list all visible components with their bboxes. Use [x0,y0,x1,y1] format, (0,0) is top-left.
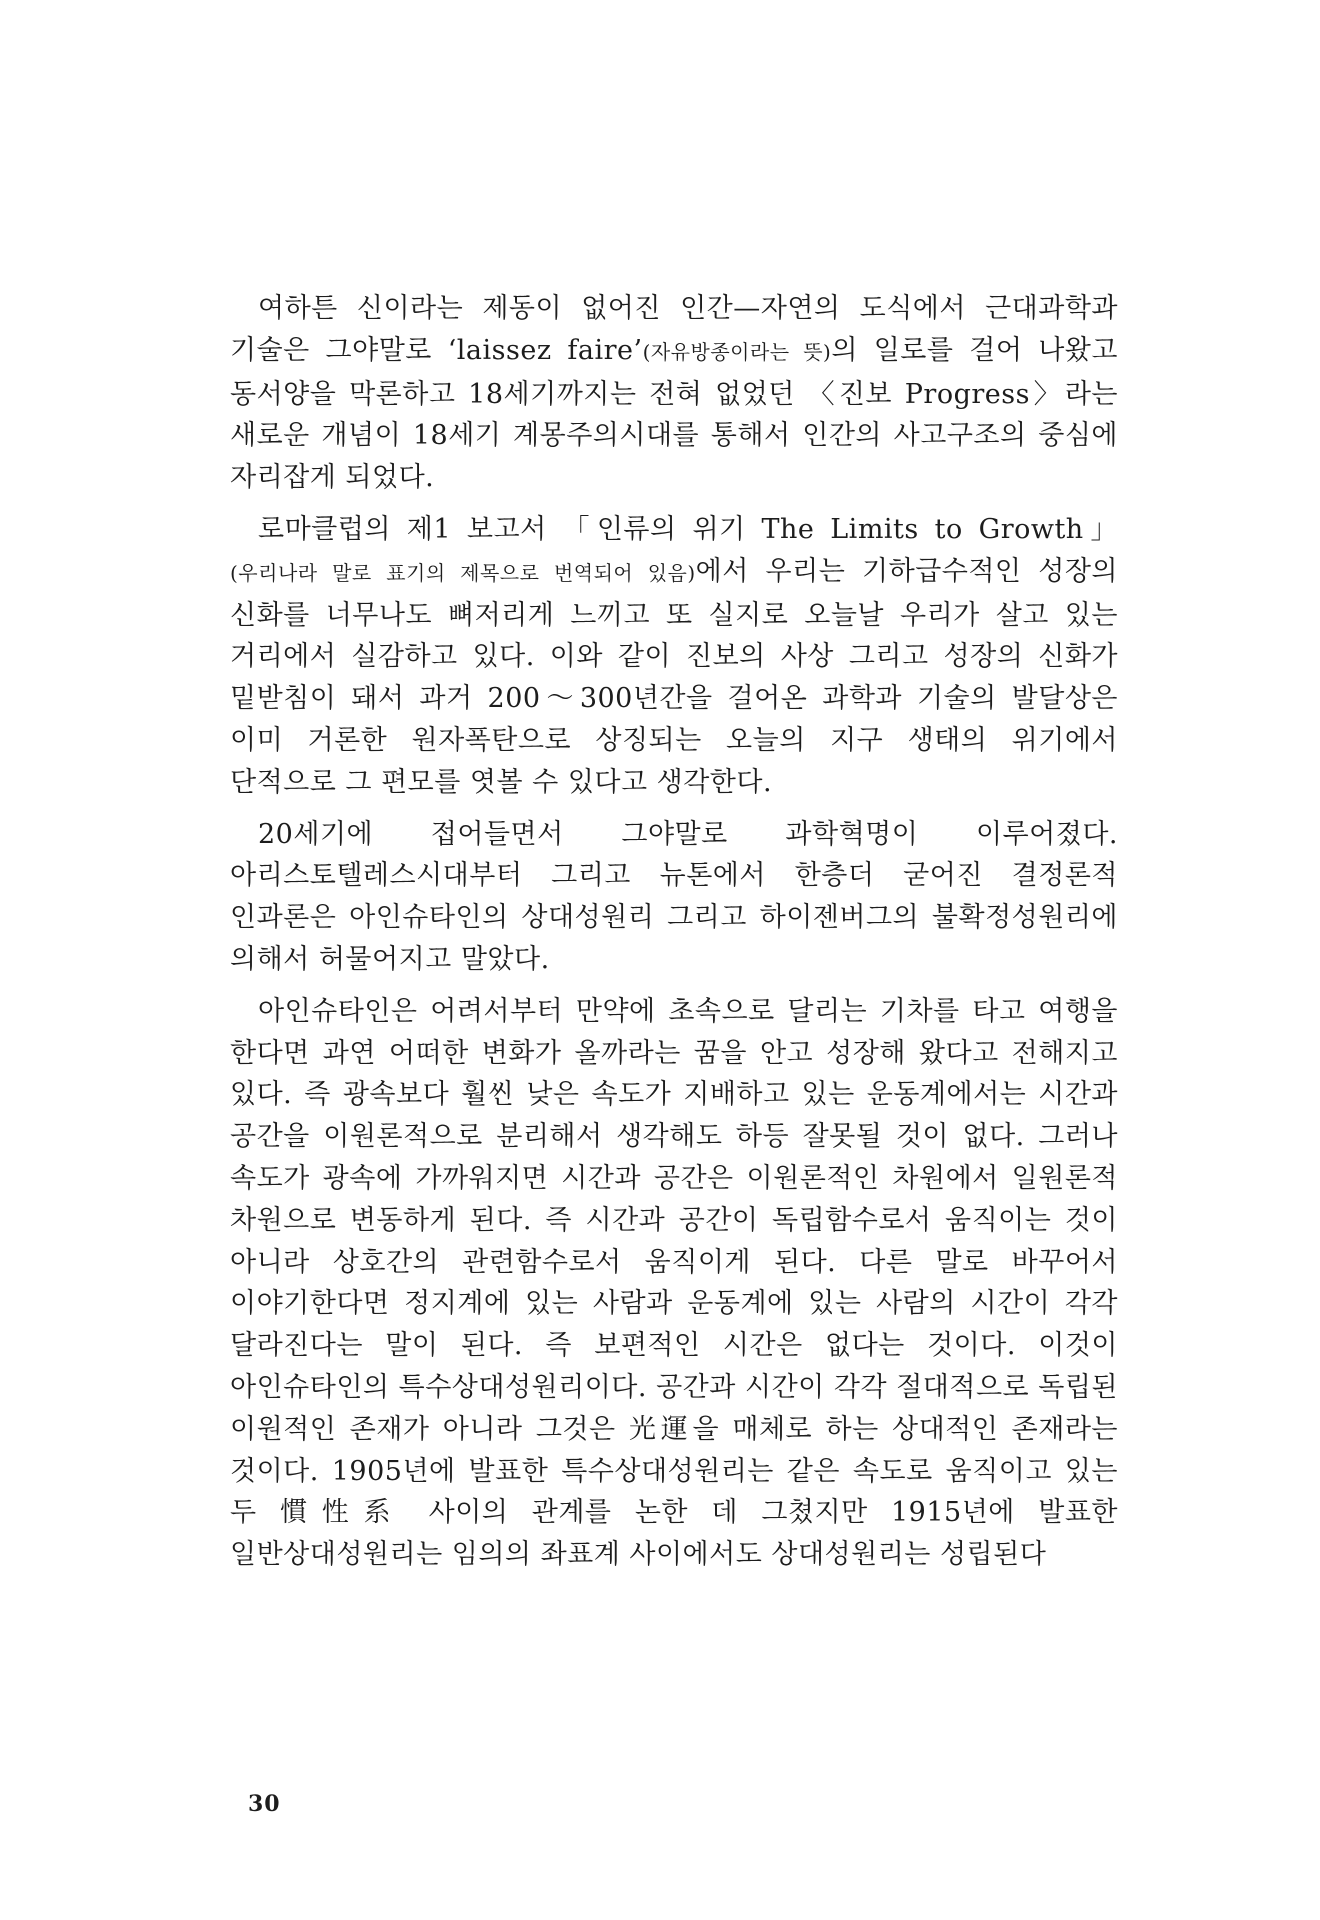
paragraph [230,509,1118,804]
text-run: 아인슈타인은 어려서부터 만약에 초속으로 달리는 기차를 타고 여행을 한다면 과연 어떠한 변화가 올까라는 꿈을 안고 성장해 왔다고 전해지고 있다. 즉 광속보다 훨씬 낮은 속도가 지배하고 있는 운동계에서는 시간과 공간을 이원론적으로 분리해서 생각해도 하등 잘못될 것이 없다. 그러나 속도가 광속에 가까워지면 시간과 공간은 이원론적인 차원에서 일원론적 차원으로 변동하게 된다. 즉 시간과 공간이 독립함수로서 움직이는 것이 아니라 상호간의 관련함수로서 움직이게 된다. 다른 말로 바꾸어서 이야기한다면 정지계에 있는 사람과 운동계에 있는 사람의 시간이 각각 달라진다는 말이 된다. 즉 보편적인 시간은 없다는 것이다. 이것이 아인슈타인의 특수상대성원리이다. 공간과 시간이 각각 절대적으로 독립된 이원적인 존재가 아니라 그것은 光運을 매체로 하는 상대적인 존재라는 것이다. 1905년에 발표한 특수상대성원리는 같은 속도로 움직이고 있는 두 慣性系 사이의 관계를 논한 데 그쳤지만 1915년에 발표한 일반상대성원리는 임의의 좌표계 사이에서도 상대성원리는 성립된다 [230,995,1118,1571]
paragraph [230,288,1118,499]
text-run: 여하튼 신이라는 제동이 없어진 인간—자연의 도식에서 근대과학과 기술은 그야말로 ‘laissez faire’ [230,293,1118,366]
parenthetical-note: (우리나라 말로 표기의 제목으로 번역되어 있음) [230,560,696,585]
text-run: 20세기에 접어들면서 그야말로 과학혁명이 이루어졌다. 아리스토텔레스시대부터 그리고 뉴톤에서 한층더 굳어진 결정론적 인과론은 아인슈타인의 상대성원리 그리고 하이젠버그의 불확정성원리에 의해서 허물어지고 말았다. [230,818,1118,975]
page-number: 30 [248,1791,281,1817]
paragraph [230,991,1118,1576]
text-run: 에서 우리는 기하급수적인 성장의 신화를 너무나도 뼈저리게 느끼고 또 실지로 오늘날 우리가 살고 있는 거리에서 실감하고 있다. 이와 같이 진보의 사상 그리고 성장의 신화가 밑받침이 돼서 과거 200～300년간을 걸어온 과학과 기술의 발달상은 이미 거론한 원자폭탄으로 상징되는 오늘의 지구 생태의 위기에서 단적으로 그 편모를 엿볼 수 있다고 생각한다. [230,555,1118,798]
text-run: 로마클럽의 제1 보고서 「인류의 위기 The Limits to Growth」 [258,513,1118,545]
parenthetical-note: (자유방종이라는 뜻) [642,339,832,364]
text-run: 의 일로를 걸어 나왔고 동서양을 막론하고 18세기까지는 전혀 없었던 〈진보 Progress〉라는 새로운 개념이 18세기 계몽주의시대를 통해서 인간의 사고구조의 중심에 자리잡게 되었다. [230,334,1118,494]
page-body [230,288,1118,1586]
paragraph [230,814,1118,981]
